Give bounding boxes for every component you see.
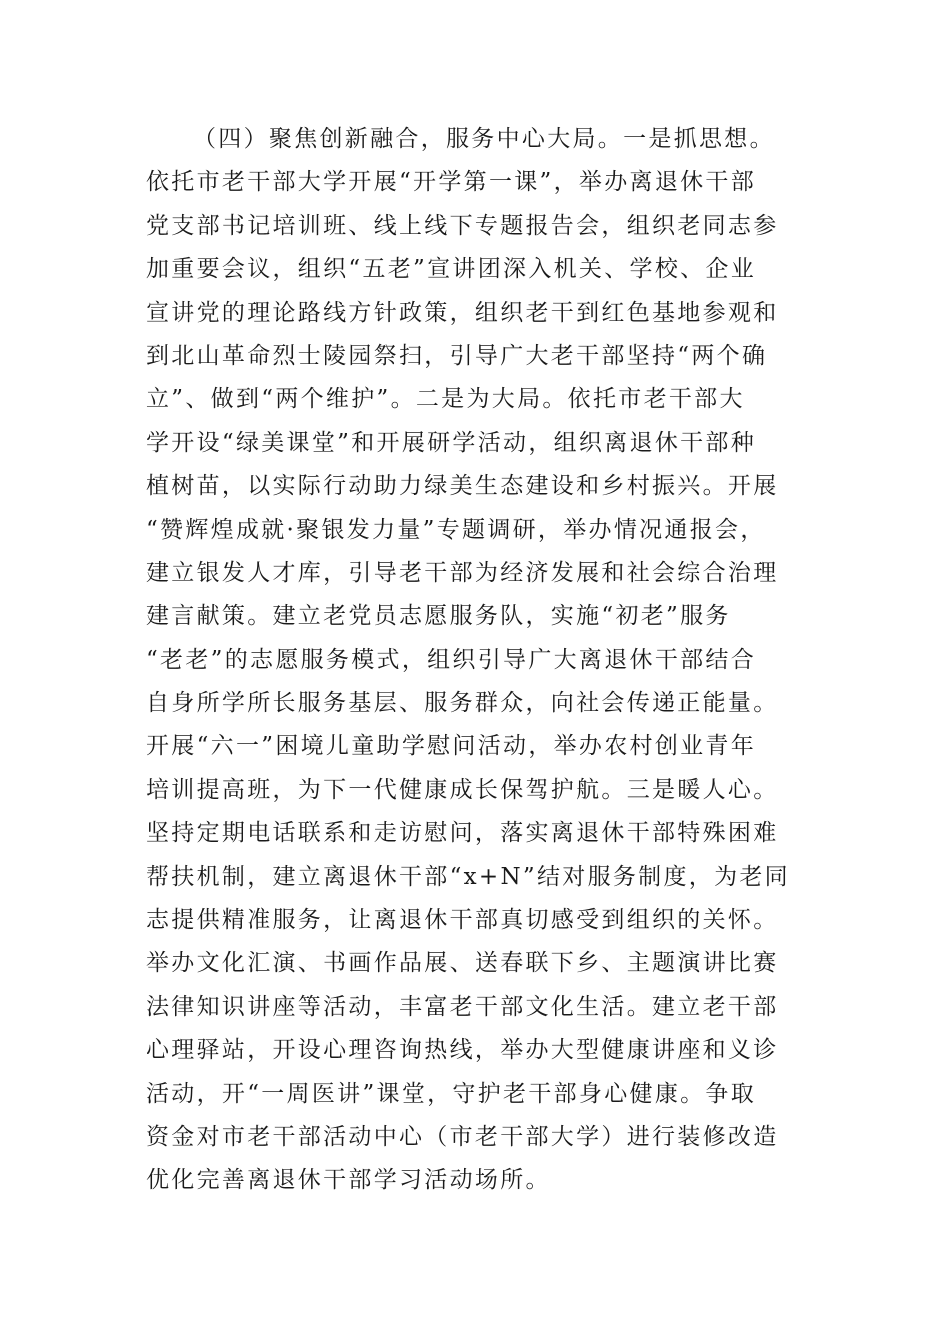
paragraph-line-22: 心理驿站，开设心理咨询热线，举办大型健康讲座和义诊 bbox=[146, 1037, 779, 1064]
paragraph-line-20: 举办文化汇演、书画作品展、送春联下乡、主题演讲比赛 bbox=[146, 950, 779, 977]
paragraph-line-23: 活动，开“一周医讲”课堂，守护老干部身心健康。争取 bbox=[146, 1080, 757, 1107]
paragraph-line-3: 党支部书记培训班、线上线下专题报告会，组织老同志参 bbox=[146, 212, 779, 239]
paragraph-line-2: 依托市老干部大学开展“开学第一课”，举办离退休干部 bbox=[146, 169, 757, 196]
paragraph-line-13: “老老”的志愿服务模式，组织引导广大离退休干部结合 bbox=[146, 646, 757, 673]
paragraph-line-4: 加重要会议，组织“五老”宣讲团深入机关、学校、企业 bbox=[146, 256, 757, 283]
paragraph-line-18: 帮扶机制，建立离退休干部“x+N”结对服务制度，为老同 bbox=[146, 863, 790, 890]
paragraph-line-14: 自身所学所长服务基层、服务群众，向社会传递正能量。 bbox=[146, 690, 779, 717]
paragraph-line-25: 优化完善离退休干部学习活动场所。 bbox=[146, 1167, 551, 1194]
paragraph-line-16: 培训提高班，为下一代健康成长保驾护航。三是暖人心。 bbox=[146, 776, 779, 803]
paragraph-line-17: 坚持定期电话联系和走访慰问，落实离退休干部特殊困难 bbox=[146, 820, 779, 847]
paragraph-line-7: 立”、做到“两个维护”。二是为大局。依托市老干部大 bbox=[146, 386, 745, 413]
paragraph-line-15: 开展“六一”困境儿童助学慰问活动，举办农村创业青年 bbox=[146, 733, 757, 760]
paragraph-line-24: 资金对市老干部活动中心（市老干部大学）进行装修改造 bbox=[146, 1123, 779, 1150]
paragraph-line-8: 学开设“绿美课堂”和开展研学活动，组织离退休干部种 bbox=[146, 429, 757, 456]
paragraph-line-19: 志提供精准服务，让离退休干部真切感受到组织的关怀。 bbox=[146, 907, 779, 934]
paragraph-line-21: 法律知识讲座等活动，丰富老干部文化生活。建立老干部 bbox=[146, 993, 779, 1020]
paragraph-line-6: 到北山革命烈士陵园祭扫，引导广大老干部坚持“两个确 bbox=[146, 342, 768, 369]
paragraph-line-1: （四）聚焦创新融合，服务中心大局。一是抓思想。 bbox=[193, 126, 775, 152]
body-paragraph bbox=[146, 118, 826, 1203]
paragraph-line-5: 宣讲党的理论路线方针政策，组织老干到红色基地参观和 bbox=[146, 299, 779, 326]
paragraph-line-12: 建言献策。建立老党员志愿服务队，实施“初老”服务 bbox=[146, 603, 731, 630]
paragraph-line-9: 植树苗，以实际行动助力绿美生态建设和乡村振兴。开展 bbox=[146, 473, 779, 500]
paragraph-line-11: 建立银发人才库，引导老干部为经济发展和社会综合治理 bbox=[146, 559, 779, 586]
paragraph-line-10: “赞辉煌成就·聚银发力量”专题调研，举办情况通报会， bbox=[146, 516, 766, 543]
